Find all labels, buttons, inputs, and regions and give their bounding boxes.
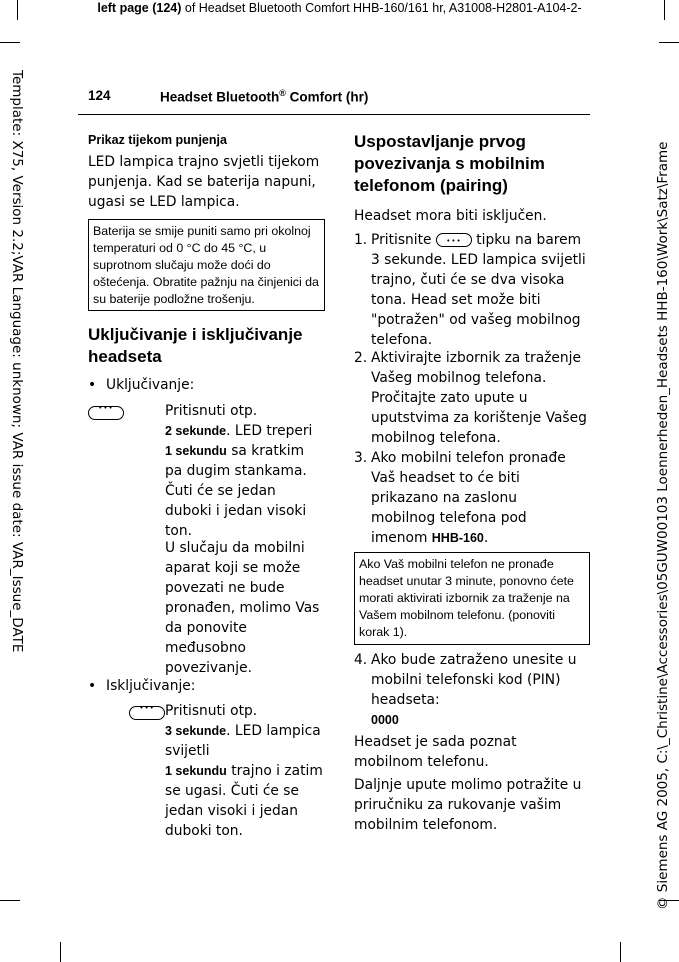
battery-note-box [88, 219, 325, 311]
step-4: 4. Ako bude zatraženo unesite u mobilni telefonski kod (PIN) headseta: 0000 [354, 652, 577, 727]
crop-mark-right-upper [659, 42, 679, 43]
further-instructions: Daljnje upute molimo potražite u priručniku za rukovanje vašim mobilnim telefonom. [354, 777, 582, 833]
multifunction-key-icon [436, 233, 472, 247]
off-instructions: Pritisnuti otp. 3 sekunde. LED lampica svijetli 1 sekundu trajno i zatim se ugasi. Čuti će se jedan visoki i jedan duboki ton. [165, 703, 323, 839]
step-1: 1. Pritisnite ••• tipku na barem 3 sekunde. LED lampica svijetli trajno, čuti će se dva visoka tona. Head set može biti "potražen" od vašeg mobilnog telefona. [354, 230, 590, 350]
crop-mark-left-upper [0, 42, 20, 43]
document-info-line [0, 0, 679, 16]
pin-code: 0000 [371, 713, 399, 727]
onoff-heading: Uključivanje i isključivanje headseta [88, 325, 303, 366]
multifunction-key-icon [88, 406, 124, 420]
left-margin-template-info: Template: X75, Version 2.2;VAR Language: unknown; VAR issue date: VAR_Issue_DATE [9, 70, 25, 653]
pairing-heading: Uspostavljanje prvog povezivanja s mobilnim telefonom (pairing) [354, 132, 545, 195]
crop-mark-bottom-left [60, 942, 61, 962]
page-reference: left page (124) [97, 1, 182, 15]
document-reference: of Headset Bluetooth Comfort HHB-160/161 hr, A31008-H2801-A104-2- [181, 1, 582, 15]
page-number: 124 [88, 88, 111, 103]
on-bullet: • Uključivanje: [88, 377, 195, 393]
pairing-note-box [354, 552, 590, 645]
pairing-note-text: Ako Vaš mobilni telefon ne pronađe headset unutar 3 minute, ponovno ćete morati aktivirati izbornik za traženje na Vašem mobilnom telefonu. (ponoviti korak 1). [359, 557, 574, 639]
right-margin-copyright: © Siemens AG 2005, C:\_Christine\Accessories\05GUW00103 Loennerheden_Headsets HHB-160\Work\Satz\Frame [655, 141, 671, 910]
off-bullet: • Isključivanje: [88, 678, 196, 694]
step-2: 2. Aktivirajte izbornik za traženje Vašeg mobilnog telefona. Pročitajte zato upute u uputstvima za korištenje Vašeg mobilnog telefona. [354, 350, 587, 446]
step-3: 3. Ako mobilni telefon pronađe Vaš headset to će biti prikazano na zaslonu mobilnog telefona pod imenom HHB-160. [354, 450, 566, 546]
header-rule [78, 114, 590, 115]
multifunction-key-icon [129, 706, 165, 720]
running-header-title: Headset Bluetooth® Comfort (hr) [160, 88, 369, 105]
charging-text: LED lampica trajno svjetli tijekom punjenja. Kad se baterija napuni, ugasi se LED lampica. [88, 154, 320, 210]
on-instructions: Pritisnuti otp. 2 sekunde. LED treperi 1 sekundu sa kratkim pa dugim stankama. Čuti će se jedan duboki i jedan visoki ton. [165, 403, 313, 539]
paired-confirmation: Headset je sada poznat mobilnom telefonu. [354, 734, 517, 770]
crop-mark-bottom-right [620, 942, 621, 962]
on-pairing-note: U slučaju da mobilni aparat koji se može povezati ne bude pronađen, molimo Vas da ponovite međusobno povezivanje. [165, 540, 320, 676]
charging-heading: Prikaz tijekom punjenja [88, 133, 227, 147]
pairing-intro: Headset mora biti isključen. [354, 208, 547, 224]
battery-note-text: Baterija se smije puniti samo pri okolnoj temperaturi od 0 °C do 45 °C, u suprotnom slučaju može doći do oštećenja. Obratite pažnju na činjenici da su baterije podložne trošenju. [93, 224, 319, 306]
crop-mark-left-lower [0, 900, 20, 901]
